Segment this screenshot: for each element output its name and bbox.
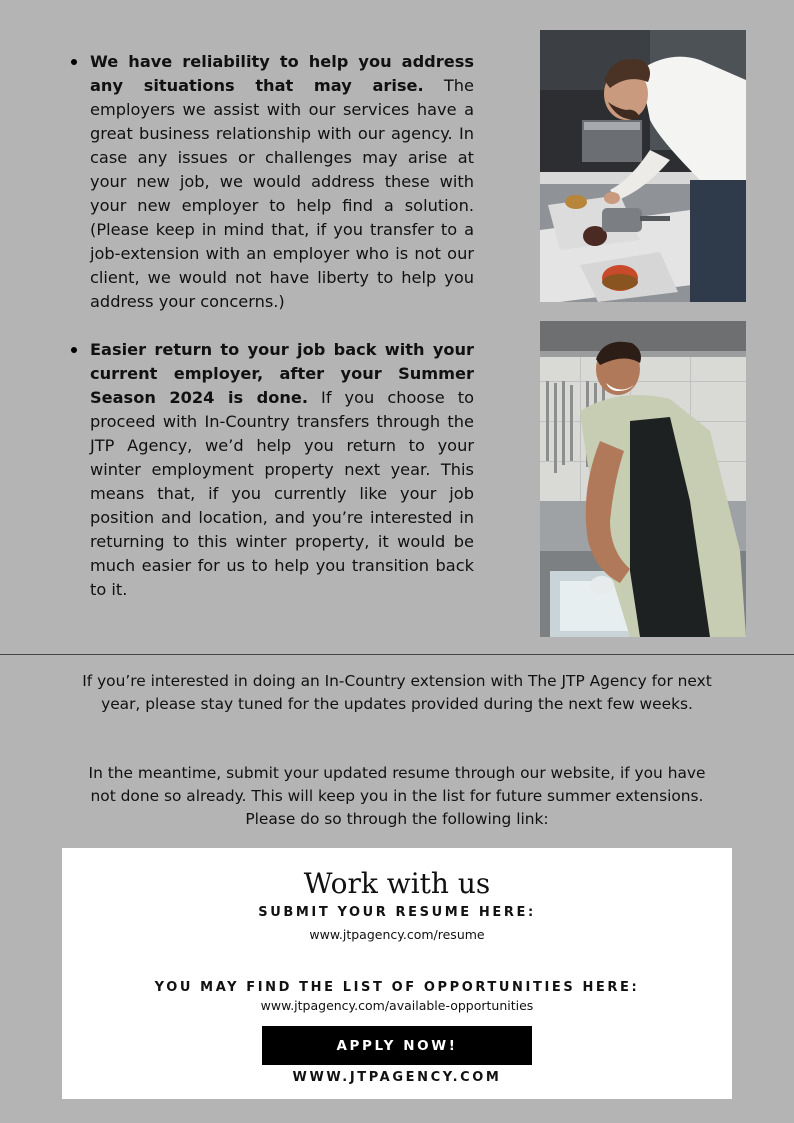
- opportunities-heading: YOU MAY FIND THE LIST OF OPPORTUNITIES HERE:: [154, 980, 640, 995]
- card-title: Work with us: [303, 867, 491, 900]
- opportunities-link[interactable]: www.jtpagency.com/available-opportunities: [260, 998, 534, 1013]
- apply-now-button[interactable]: APPLY NOW!: [262, 1026, 532, 1065]
- extension-info-paragraph: If you’re interested in doing an In-Country extension with The JTP Agency for next year, please stay tuned for the updates provided during the next few weeks.: [82, 672, 712, 713]
- chef-plating-photo: [540, 30, 746, 302]
- benefit-item-easier-return: [68, 338, 474, 602]
- benefit-lead: We have reliability to help you address any situations that may arise.: [90, 52, 474, 95]
- benefit-lead: Easier return to your job back with your current employer, after your Summer Season 2024 is done.: [90, 340, 474, 407]
- resume-info-paragraph: In the meantime, submit your updated resume through our website, if you have not done so already. This will keep you in the list for future summer extensions. Please do so through the following link:: [88, 764, 706, 828]
- cook-washing-dishes-photo: [540, 321, 746, 637]
- resume-heading: SUBMIT YOUR RESUME HERE:: [258, 905, 536, 920]
- website-link[interactable]: WWW.JTPAGENCY.COM: [292, 1070, 502, 1085]
- work-with-us-card: [62, 848, 732, 1099]
- resume-link[interactable]: www.jtpagency.com/resume: [309, 927, 485, 942]
- benefit-body: The employers we assist with our services have a great business relationship with our agency. In case any issues or challenges may arise at your new job, we would address these with your new employer to help find a solution. (Please keep in mind that, if you transfer to a job-extension with an employer who is not our client, we would not have liberty to help you address your concerns.): [90, 76, 474, 311]
- benefit-item-reliability: [68, 50, 474, 314]
- benefit-body: If you choose to proceed with In-Country transfers through the JTP Agency, we’d help you return to your winter employment property next year. This means that, if you currently like your job position and location, and you’re interested in returning to this winter property, it would be much easier for us to help you transition back to it.: [90, 388, 474, 599]
- section-divider: [0, 654, 794, 655]
- benefits-list: [68, 50, 474, 602]
